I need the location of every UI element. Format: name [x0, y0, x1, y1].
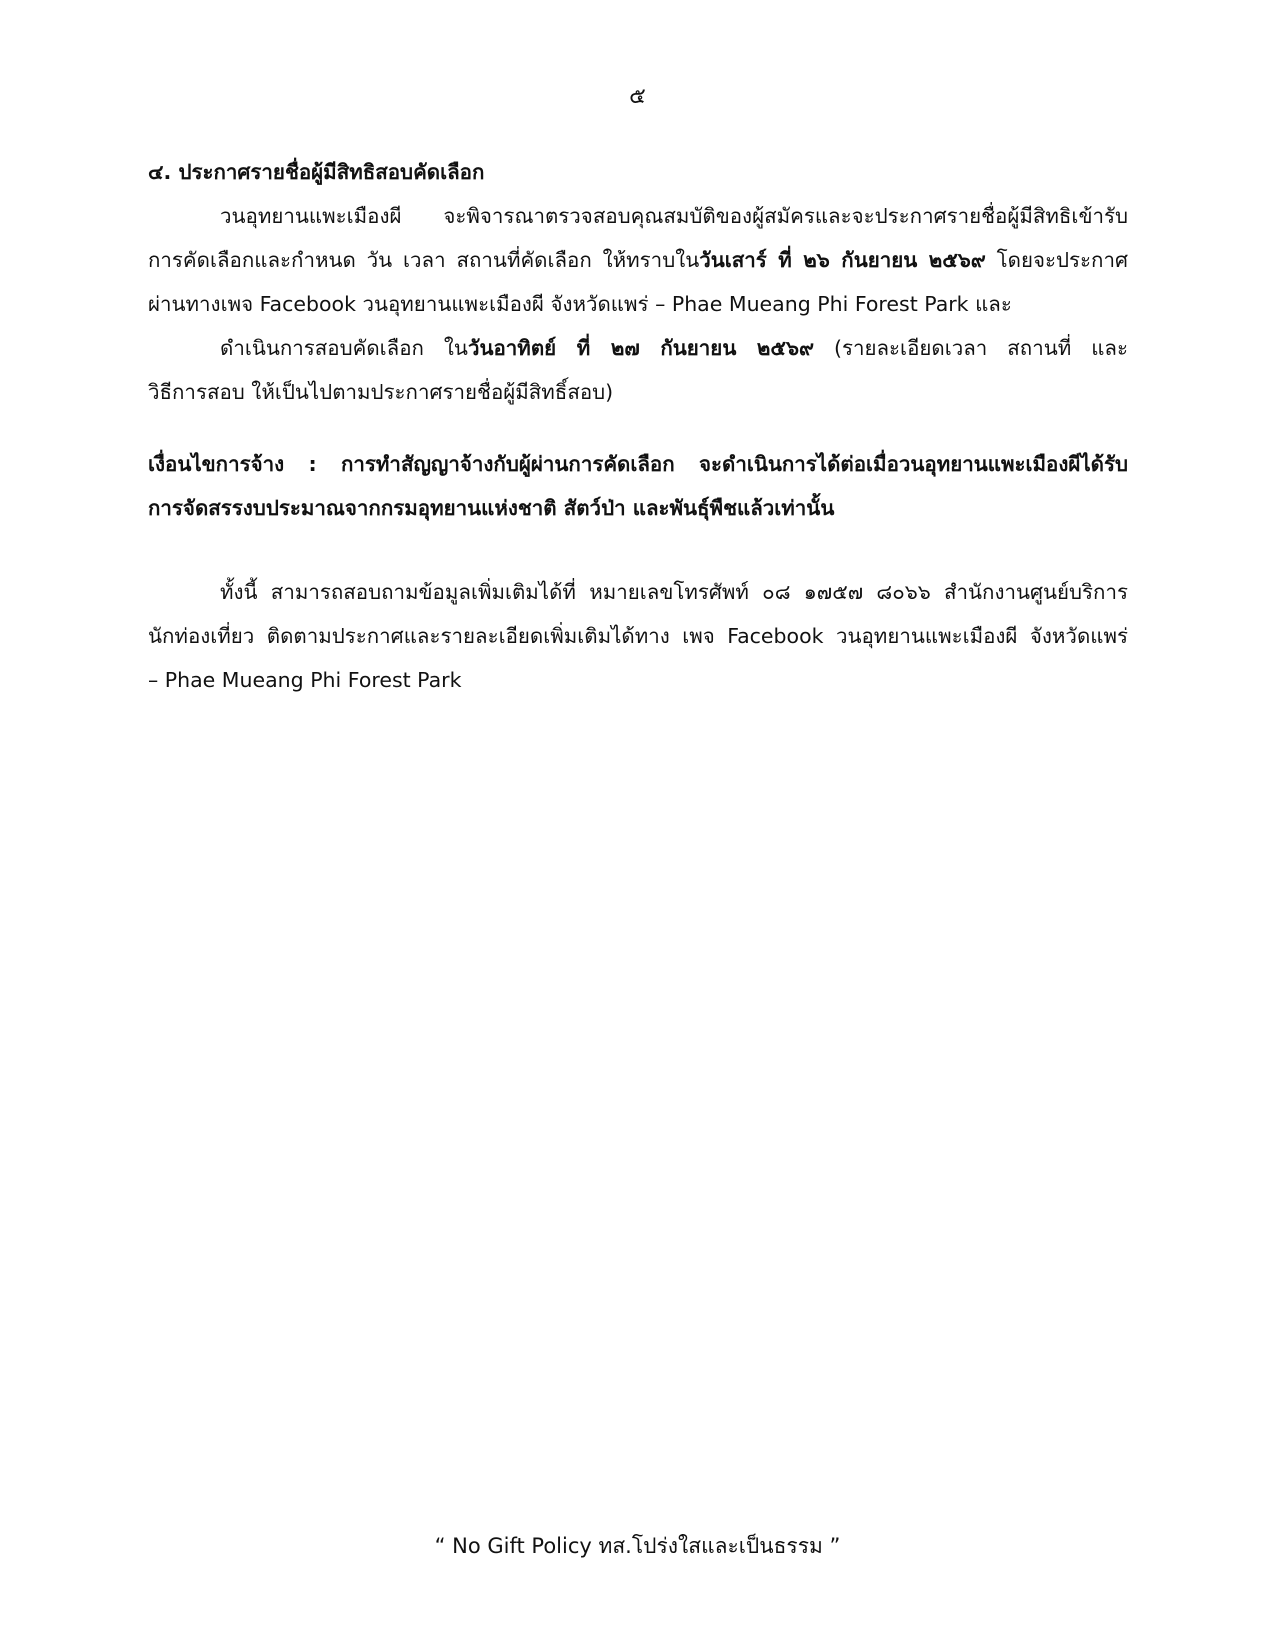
- footer-policy-en: No Gift Policy: [452, 1534, 592, 1558]
- employment-condition-line-1: เงื่อนไขการจ้าง : การทำสัญญาจ้างกับผู้ผ่านการคัดเลือก จะดำเนินการได้ต่อเมื่อวนอุทยานแพะเมืองผีได้รับ: [148, 452, 1128, 476]
- section-4-paragraph-2-line-1: [148, 326, 1128, 370]
- paragraph-text: โดยจะประกาศ: [985, 248, 1128, 272]
- footer-policy: [0, 1530, 1275, 1563]
- footer-close-quote: ”: [829, 1534, 841, 1558]
- announcement-date: วันเสาร์ ที่ ๒๖ กันยายน ๒๕๖๙: [699, 248, 986, 272]
- section-4-paragraph-1-line-1: วนอุทยานแพะเมืองผี จะพิจารณาตรวจสอบคุณสมบัติของผู้สมัครและจะประกาศรายชื่อผู้มีสิทธิเข้ารับ: [220, 204, 1128, 228]
- section-4-paragraph-1-line-3: ผ่านทางเพจ Facebook วนอุทยานแพะเมืองผี จังหวัดแพร่ – Phae Mueang Phi Forest Park และ: [148, 292, 1012, 316]
- contact-line-1: ทั้งนี้ สามารถสอบถามข้อมูลเพิ่มเติมได้ที่ หมายเลขโทรศัพท์ ๐๘ ๑๗๕๗ ๘๐๖๖ สำนักงานศูนย์บริการ: [220, 580, 1128, 604]
- paragraph-text: (รายละเอียดเวลา สถานที่ และ: [813, 336, 1128, 360]
- paragraph-text: ดำเนินการสอบคัดเลือก ใน: [220, 336, 468, 360]
- section-4-heading: ๔. ประกาศรายชื่อผู้มีสิทธิสอบคัดเลือก: [148, 160, 485, 184]
- exam-date: วันอาทิตย์ ที่ ๒๗ กันยายน ๒๕๖๙: [467, 336, 814, 360]
- footer-open-quote: “: [434, 1534, 446, 1558]
- employment-condition-line-2: การจัดสรรงบประมาณจากกรมอุทยานแห่งชาติ สัตว์ป่า และพันธุ์พืชแล้วเท่านั้น: [148, 496, 835, 520]
- paragraph-text: การคัดเลือกและกำหนด วัน เวลา สถานที่คัดเลือก ให้ทราบใน: [148, 248, 700, 272]
- spacer: [148, 530, 1128, 570]
- footer-policy-th: ทส.โปร่งใสและเป็นธรรม: [598, 1534, 823, 1558]
- contact-line-3: – Phae Mueang Phi Forest Park: [148, 668, 462, 692]
- page-number: ๕: [629, 84, 646, 109]
- section-4-paragraph-2-line-2: วิธีการสอบ ให้เป็นไปตามประกาศรายชื่อผู้มีสิทธิ์สอบ): [148, 380, 614, 404]
- contact-line-2: นักท่องเที่ยว ติดตามประกาศและรายละเอียดเพิ่มเติมได้ทาง เพจ Facebook วนอุทยานแพะเมืองผี จังหวัดแพร่: [148, 624, 1128, 648]
- spacer: [148, 414, 1128, 442]
- section-4-paragraph-1-line-2: [148, 238, 1128, 282]
- document-body: [148, 150, 1128, 702]
